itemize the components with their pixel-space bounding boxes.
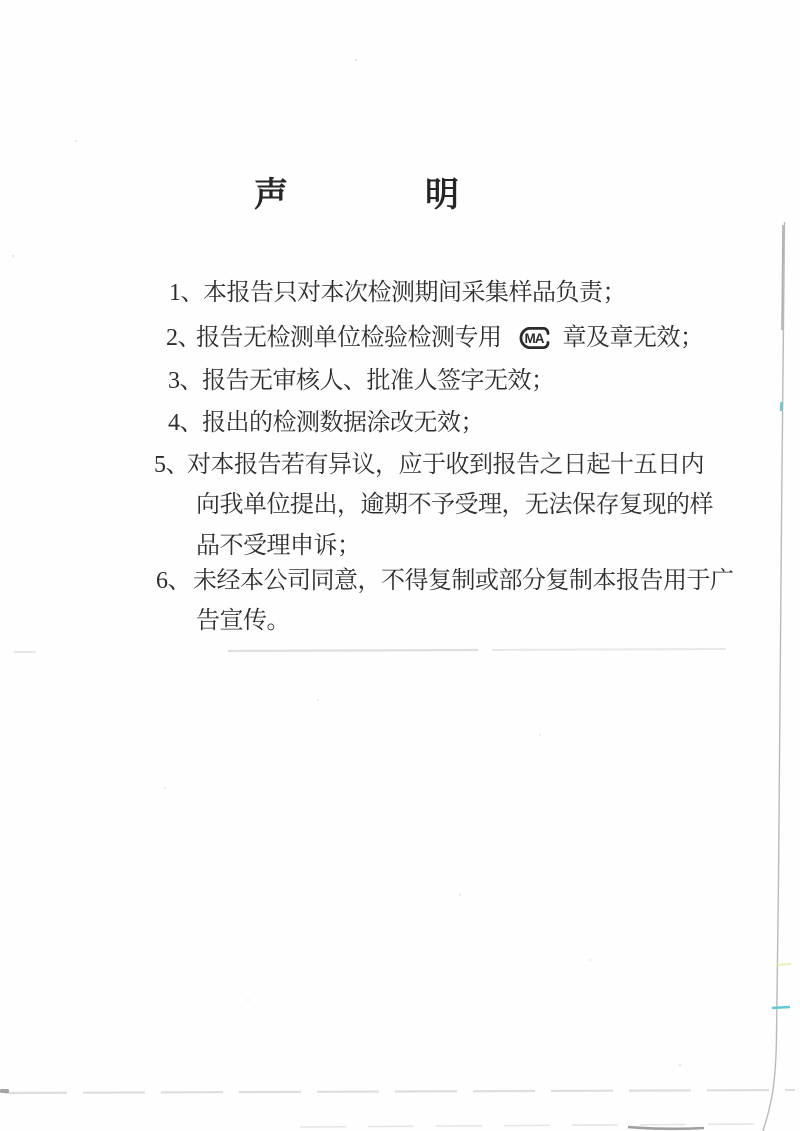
statement-item-4 [168, 408, 484, 438]
item-text: 本报告只对本次检测期间采集样品负责； [203, 280, 626, 306]
statement-item-6 [156, 566, 734, 596]
item-text-line-2: 告宣传。 [196, 608, 290, 634]
scan-artifact-dark-speck-bottom-left [0, 1089, 9, 1093]
item-number: 6、 [156, 568, 191, 594]
statement-item-5-line-3 [196, 531, 361, 561]
scan-artifact-dark-squiggle-bottom [628, 1127, 704, 1129]
item-text-line-1: 对本报告若有异议，应于收到报告之日起十五日内 [187, 452, 704, 478]
item-text-line-1: 未经本公司同意，不得复制或部分复制本报告用于广 [193, 568, 734, 594]
statement-item-5 [154, 450, 704, 480]
item-text-after-stamp: 章及章无效； [562, 325, 704, 351]
scan-artifact-right-edge-dark-segment [782, 225, 783, 330]
statement-item-2 [166, 323, 704, 353]
item-text-before-stamp: 报告无检测单位检验检测专用 [196, 325, 502, 351]
item-number: 3、 [168, 368, 203, 394]
item-text-line-3: 品不受理申诉； [196, 533, 361, 559]
statement-item-5-line-2 [196, 490, 713, 520]
scan-artifact-cyan-segment [781, 402, 782, 411]
item-text: 报告无审核人、批准人签字无效； [202, 368, 555, 394]
cma-stamp-label: MA [524, 331, 543, 346]
statement-item-6-line-2 [196, 606, 290, 636]
statement-item-1 [169, 278, 626, 308]
item-number: 2、 [166, 325, 201, 351]
item-number: 4、 [168, 410, 203, 436]
scan-artifact-yellow-tick [776, 964, 791, 965]
item-number: 1、 [169, 280, 204, 306]
scan-artifact-smudge-mid-1 [228, 650, 478, 651]
title-char-2: 明 [425, 177, 460, 214]
statement-item-3 [168, 366, 555, 396]
item-text-line-2: 向我单位提出，逾期不予受理，无法保存复现的样 [196, 492, 713, 518]
scan-artifact-right-edge-line [763, 222, 785, 1131]
scan-artifact-cyan-tick [772, 1007, 790, 1008]
item-text: 报出的检测数据涂改无效； [202, 410, 484, 436]
scan-artifact-smudge-mid-2 [492, 649, 726, 650]
page-title [254, 167, 460, 216]
scan-artifact-smudge-bottom-2 [300, 1124, 760, 1127]
title-char-1: 声 [254, 177, 289, 214]
item-number: 5、 [154, 452, 189, 478]
scan-artifact-smudge-bottom-1 [5, 1090, 795, 1093]
cma-stamp-icon [515, 324, 553, 352]
